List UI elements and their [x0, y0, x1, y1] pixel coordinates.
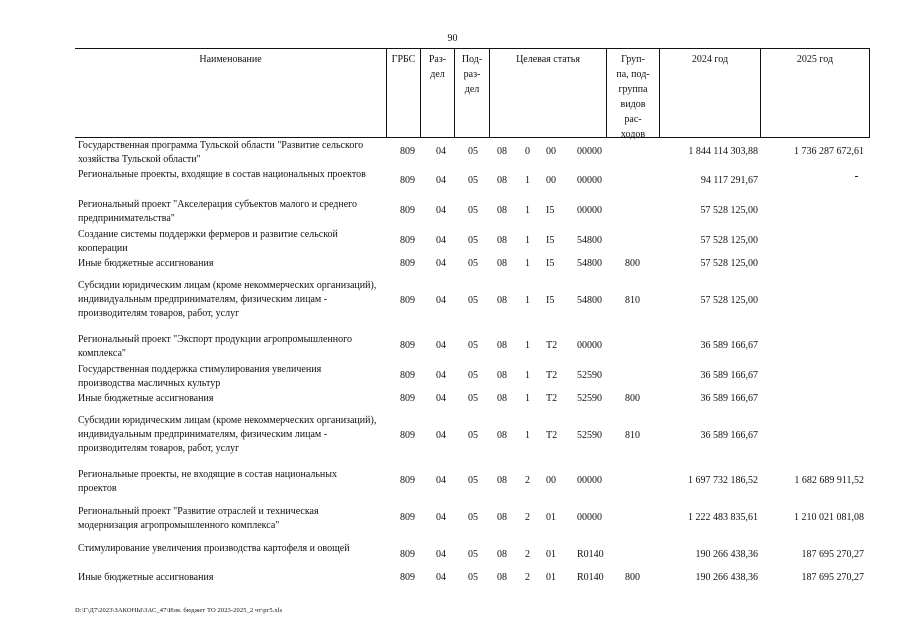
row-name: Создание системы поддержки фермеров и развитие сельской кооперации — [78, 229, 338, 254]
row-name: Государственная программа Тульской области "Развитие сельского хозяйства Тульской области" — [78, 140, 364, 165]
table-row — [75, 198, 870, 226]
cell-t1: 08 — [497, 175, 507, 186]
table-row — [75, 257, 870, 272]
cell-rz: 04 — [436, 294, 446, 306]
cell-pr: 05 — [468, 175, 478, 186]
row-name: Региональный проект "Акселерация субъектов малого и среднего предпринимательства" — [78, 199, 358, 224]
cell-t1: 08 — [497, 512, 507, 523]
cell-t2: 1 — [525, 429, 530, 441]
row-name: Субсидии юридическим лицам (кроме некоммерческих организаций), индивидуальным предпринимателям, физическим лицам - производителям товаров, работ, услуг — [78, 280, 377, 319]
cell-t1: 08 — [497, 340, 507, 351]
cell-t2: 1 — [525, 392, 530, 404]
cell-t1: 08 — [497, 571, 507, 583]
cell-t2: 1 — [525, 257, 530, 269]
cell-t2: 2 — [525, 571, 530, 583]
cell-grbs: 809 — [400, 549, 415, 560]
row-name: Государственная поддержка стимулирования увеличения производства масличных культур — [78, 364, 322, 389]
table-header — [75, 48, 870, 138]
cell-2024: 57 528 125,00 — [700, 205, 758, 216]
cell-2024: 57 528 125,00 — [700, 294, 758, 306]
cell-rz: 04 — [436, 475, 446, 486]
cell-2024: 36 589 166,67 — [700, 340, 758, 351]
cell-t1: 08 — [497, 475, 507, 486]
cell-t2: 1 — [525, 175, 530, 186]
stray-mark — [855, 176, 858, 177]
cell-t3: 01 — [546, 549, 556, 560]
cell-grbs: 809 — [400, 257, 415, 269]
cell-t2: 1 — [525, 370, 530, 381]
cell-pr: 05 — [468, 512, 478, 523]
cell-grbs: 809 — [400, 475, 415, 486]
cell-t4: 54800 — [577, 294, 602, 306]
cell-2024: 57 528 125,00 — [700, 257, 758, 269]
cell-rz: 04 — [436, 146, 446, 157]
cell-vr: 810 — [625, 294, 640, 306]
cell-2024: 36 589 166,67 — [700, 392, 758, 404]
cell-t4: 54800 — [577, 235, 602, 246]
row-name: Иные бюджетные ассигнования — [78, 258, 214, 269]
row-name: Стимулирование увеличения производства картофеля и овощей — [78, 543, 350, 554]
cell-t3: T2 — [546, 429, 558, 441]
cell-rz: 04 — [436, 429, 446, 441]
cell-rz: 04 — [436, 571, 446, 583]
table-row — [75, 542, 870, 570]
cell-pr: 05 — [468, 571, 478, 583]
cell-t4: 52590 — [577, 429, 602, 441]
cell-pr: 05 — [468, 146, 478, 157]
cell-pr: 05 — [468, 235, 478, 246]
cell-t3: 00 — [546, 146, 556, 157]
cell-rz: 04 — [436, 257, 446, 269]
cell-grbs: 809 — [400, 146, 415, 157]
cell-grbs: 809 — [400, 294, 415, 306]
cell-2024: 1 222 483 835,61 — [688, 512, 758, 523]
cell-grbs: 809 — [400, 429, 415, 441]
header-2025: 2025 год — [760, 49, 870, 137]
cell-t3: 01 — [546, 571, 556, 583]
cell-2024: 57 528 125,00 — [700, 235, 758, 246]
table-row — [75, 414, 870, 459]
cell-pr: 05 — [468, 475, 478, 486]
cell-t2: 1 — [525, 205, 530, 216]
cell-pr: 05 — [468, 392, 478, 404]
cell-2025: 187 695 270,27 — [801, 549, 864, 560]
cell-t1: 08 — [497, 235, 507, 246]
row-name: Региональные проекты, не входящие в состав национальных проектов — [78, 469, 337, 494]
cell-2024: 190 266 438,36 — [695, 549, 758, 560]
cell-t4: R0140 — [577, 549, 604, 560]
cell-2025: 187 695 270,27 — [801, 571, 864, 583]
cell-vr: 800 — [625, 571, 640, 583]
cell-rz: 04 — [436, 175, 446, 186]
cell-grbs: 809 — [400, 175, 415, 186]
cell-t3: T2 — [546, 370, 558, 381]
table-row — [75, 228, 870, 256]
header-razdel: Раз- дел — [420, 49, 454, 137]
cell-t3: 00 — [546, 475, 556, 486]
cell-grbs: 809 — [400, 370, 415, 381]
page-number: 90 — [447, 33, 458, 44]
cell-t1: 08 — [497, 205, 507, 216]
cell-rz: 04 — [436, 340, 446, 351]
header-target-article: Целевая статья — [489, 49, 606, 137]
table-row — [75, 279, 870, 324]
row-name: Региональные проекты, входящие в состав национальных проектов — [78, 169, 366, 180]
cell-t2: 1 — [525, 340, 530, 351]
cell-t1: 08 — [497, 294, 507, 306]
cell-t1: 08 — [497, 392, 507, 404]
cell-rz: 04 — [436, 512, 446, 523]
cell-2025: 1 682 689 911,52 — [794, 475, 864, 486]
table-row — [75, 363, 870, 391]
row-name: Субсидии юридическим лицам (кроме некоммерческих организаций), индивидуальным предпринимателям, физическим лицам - производителям товаров, работ, услуг — [78, 415, 377, 454]
cell-2024: 36 589 166,67 — [700, 370, 758, 381]
cell-t4: R0140 — [577, 571, 604, 583]
header-expense-group: Груп- па, под- группа видов рас- ходов — [606, 49, 659, 137]
cell-vr: 800 — [625, 392, 640, 404]
header-2024: 2024 год — [659, 49, 760, 137]
cell-t3: 01 — [546, 512, 556, 523]
header-grbs: ГРБС — [386, 49, 420, 137]
file-path-footer: D:\Г\Д7\2023\ЗАКОНЫ\ЗАС_47\Изм. бюджет ТО 2023-2025_2 чт\рг5.xls — [75, 607, 283, 614]
cell-2025: 1 210 021 081,08 — [794, 512, 864, 523]
cell-pr: 05 — [468, 549, 478, 560]
cell-grbs: 809 — [400, 512, 415, 523]
cell-grbs: 809 — [400, 392, 415, 404]
cell-pr: 05 — [468, 370, 478, 381]
table-row — [75, 505, 870, 533]
cell-t3: I5 — [546, 235, 555, 246]
cell-pr: 05 — [468, 429, 478, 441]
cell-t4: 00000 — [577, 475, 602, 486]
cell-grbs: 809 — [400, 571, 415, 583]
cell-2024: 1 844 114 303,88 — [688, 146, 758, 157]
cell-t3: I5 — [546, 294, 555, 306]
cell-t1: 08 — [497, 146, 507, 157]
cell-t2: 1 — [525, 294, 530, 306]
cell-t4: 00000 — [577, 340, 602, 351]
cell-pr: 05 — [468, 205, 478, 216]
cell-t1: 08 — [497, 257, 507, 269]
table-row — [75, 168, 870, 196]
cell-pr: 05 — [468, 257, 478, 269]
cell-t3: 00 — [546, 175, 556, 186]
cell-2025: 1 736 287 672,61 — [794, 146, 864, 157]
cell-rz: 04 — [436, 205, 446, 216]
cell-t1: 08 — [497, 370, 507, 381]
cell-t2: 2 — [525, 475, 530, 486]
table-row — [75, 468, 870, 496]
table-row — [75, 139, 870, 167]
row-name: Региональный проект "Экспорт продукции агропромышленного комплекса" — [78, 334, 352, 359]
table-row — [75, 571, 870, 586]
cell-t4: 52590 — [577, 370, 602, 381]
cell-t4: 00000 — [577, 175, 602, 186]
cell-pr: 05 — [468, 340, 478, 351]
cell-t4: 00000 — [577, 512, 602, 523]
cell-rz: 04 — [436, 392, 446, 404]
header-podrazdel: Под- раз- дел — [454, 49, 489, 137]
cell-t3: I5 — [546, 205, 555, 216]
cell-t3: I5 — [546, 257, 555, 269]
cell-2024: 94 117 291,67 — [700, 175, 758, 186]
cell-t1: 08 — [497, 429, 507, 441]
row-name: Иные бюджетные ассигнования — [78, 572, 214, 583]
cell-t2: 1 — [525, 235, 530, 246]
cell-grbs: 809 — [400, 205, 415, 216]
cell-pr: 05 — [468, 294, 478, 306]
cell-rz: 04 — [436, 235, 446, 246]
cell-rz: 04 — [436, 370, 446, 381]
cell-t1: 08 — [497, 549, 507, 560]
cell-vr: 800 — [625, 257, 640, 269]
cell-rz: 04 — [436, 549, 446, 560]
cell-vr: 810 — [625, 429, 640, 441]
table-row — [75, 392, 870, 407]
cell-grbs: 809 — [400, 235, 415, 246]
cell-2024: 190 266 438,36 — [695, 571, 758, 583]
table-row — [75, 333, 870, 361]
row-name: Иные бюджетные ассигнования — [78, 393, 214, 404]
cell-t4: 00000 — [577, 146, 602, 157]
cell-2024: 1 697 732 186,52 — [688, 475, 758, 486]
cell-grbs: 809 — [400, 340, 415, 351]
row-name: Региональный проект "Развитие отраслей и техническая модернизация агропромышленного комплекса" — [78, 506, 319, 531]
cell-t4: 00000 — [577, 205, 602, 216]
cell-2024: 36 589 166,67 — [700, 429, 758, 441]
header-name: Наименование — [199, 54, 262, 65]
cell-t2: 2 — [525, 549, 530, 560]
cell-t4: 54800 — [577, 257, 602, 269]
cell-t4: 52590 — [577, 392, 602, 404]
cell-t3: T2 — [546, 392, 558, 404]
cell-t2: 0 — [525, 146, 530, 157]
cell-t2: 2 — [525, 512, 530, 523]
cell-t3: T2 — [546, 340, 558, 351]
